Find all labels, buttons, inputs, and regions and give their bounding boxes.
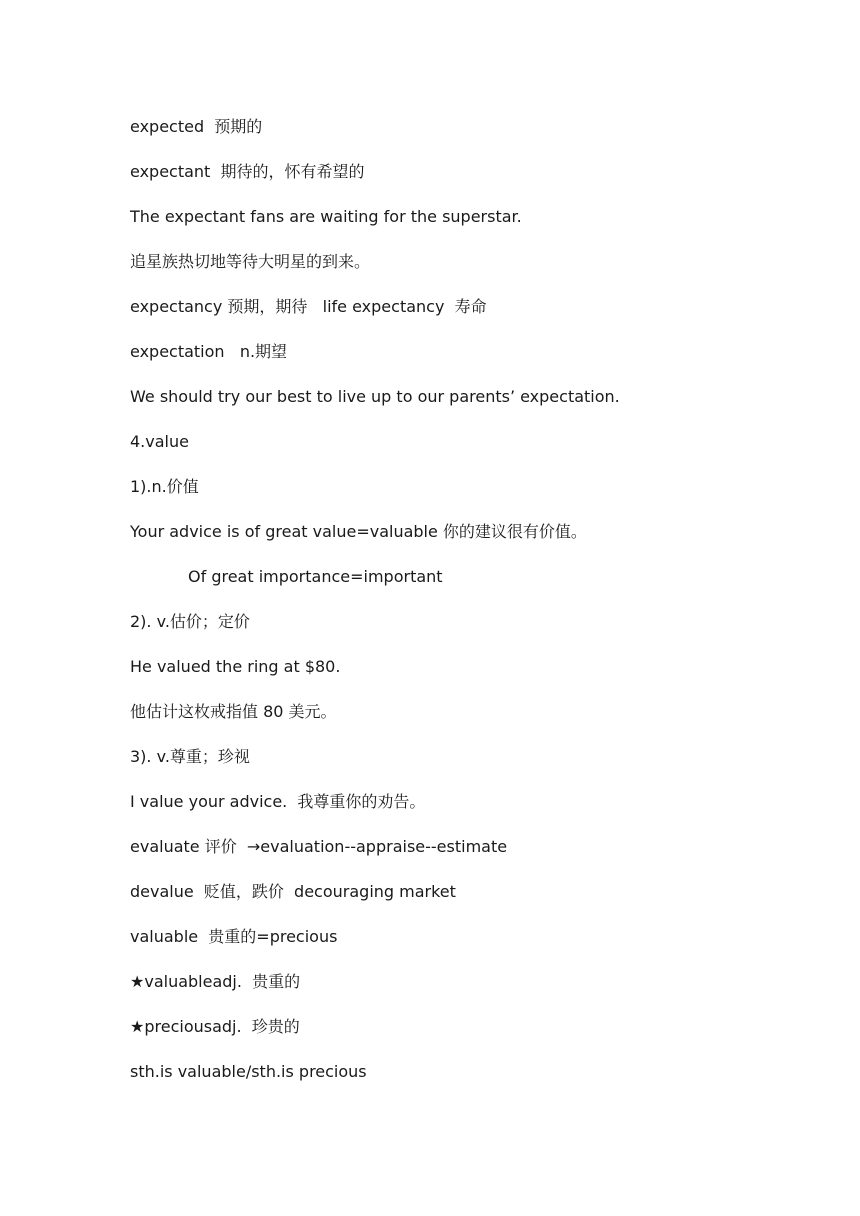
text-line: The expectant fans are waiting for the superstar.: [130, 207, 522, 226]
text-line: evaluate 评价 →evaluation--appraise--estimate: [130, 837, 508, 856]
text-line: sth.is valuable/sth.is precious: [130, 1062, 367, 1081]
indented-text-line: Of great importance=important: [188, 567, 443, 586]
text-line: ★preciousadj. 珍贵的: [130, 1017, 300, 1036]
text-line: 1).n.价值: [130, 477, 199, 496]
text-line: Your advice is of great value=valuable 你的建议很有价值。: [130, 522, 587, 541]
text-line: expectant 期待的，怀有希望的: [130, 162, 365, 181]
text-line: 2). v.估价；定价: [130, 612, 250, 631]
text-line: 3). v.尊重；珍视: [130, 747, 250, 766]
text-line: valuable 贵重的=precious: [130, 927, 338, 946]
text-line: expectancy 预期，期待 life expectancy 寿命: [130, 297, 487, 316]
text-line: expected 预期的: [130, 117, 263, 136]
section-heading: 4.value: [130, 432, 189, 451]
text-line: ★valuableadj. 贵重的: [130, 972, 301, 991]
text-line: 追星族热切地等待大明星的到来。: [130, 252, 371, 271]
text-line: I value your advice. 我尊重你的劝告。: [130, 792, 426, 811]
text-line: 他估计这枚戒指值 80 美元。: [130, 702, 337, 721]
text-line: devalue 贬值，跌价 decouraging market: [130, 882, 456, 901]
text-line: expectation n.期望: [130, 342, 288, 361]
text-line: We should try our best to live up to our parents’ expectation.: [130, 387, 620, 406]
text-line: He valued the ring at $80.: [130, 657, 341, 676]
document-body: [130, 115, 770, 1105]
